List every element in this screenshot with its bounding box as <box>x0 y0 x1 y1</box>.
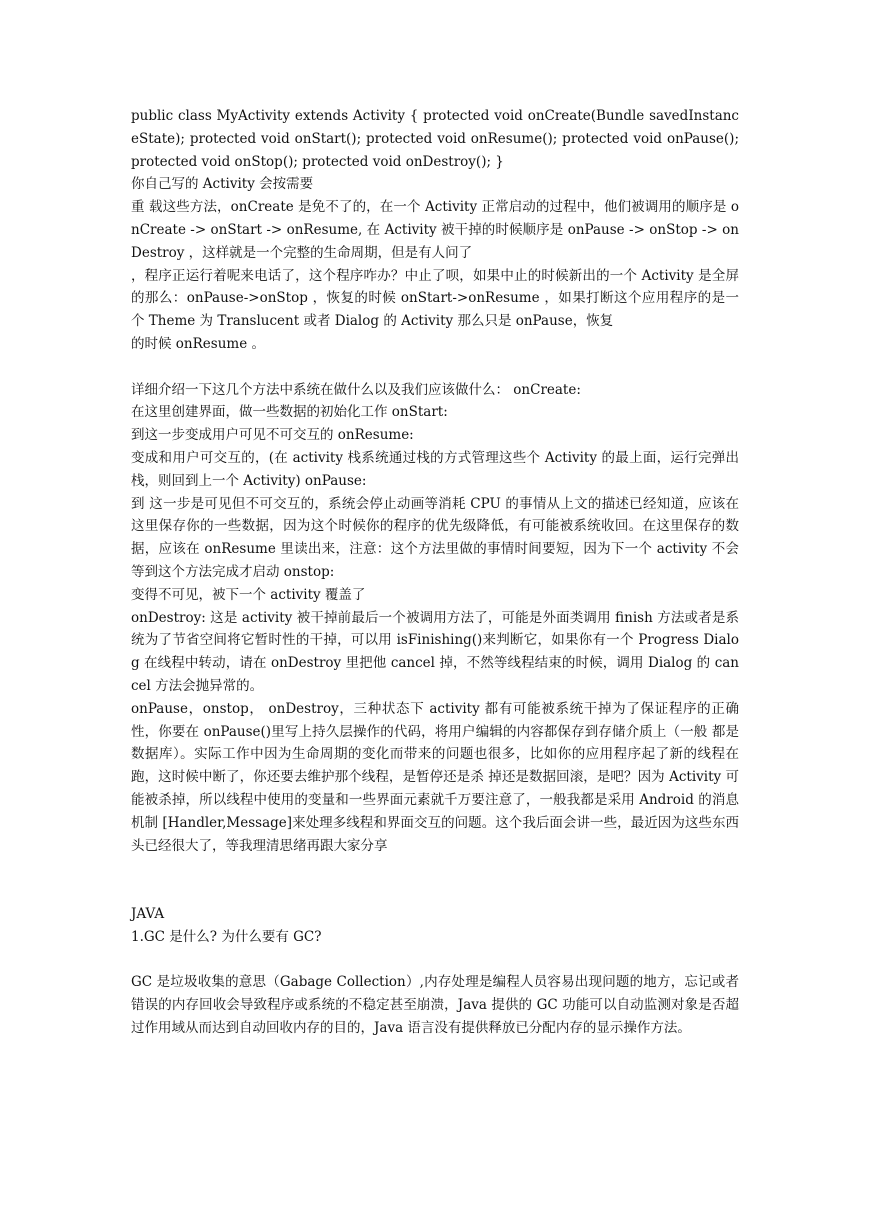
paragraph: 你自己写的 Activity 会按需要 <box>131 176 314 193</box>
paragraph: onDestroy: 这是 activity 被干掉前最后一个被调用方法了，可能是外面类调用 finish 方法或者是系统为了节省空间将它暂时性的干掉，可以用 isFinishing()来判断它，如果你有一个 Progress Dialog 在线程中转动，请在 onDestroy 里把他 cancel 掉，不然等线程结束的时候，调用 Dialog 的 cancel 方法会抛异常的。 <box>131 609 739 694</box>
section-heading: JAVA <box>131 905 165 922</box>
paragraph: 重 载这些方法，onCreate 是免不了的，在一个 Activity 正常启动的过程中，他们被调用的顺序是 onCreate -> onStart -> onResume, 在 Activity 被干掉的时候顺序是 onPause -> onStop -> onDestroy ，这样就是一个完整的生命周期，但是有人问了 <box>131 199 739 261</box>
blank-lines <box>131 857 739 903</box>
document-body <box>131 105 739 1040</box>
paragraph-code: public class MyActivity extends Activity { protected void onCreate(Bundle savedInstanceState); protected void onStart(); protected void onResume(); protected void onPause(); protected void onStop(); protected void onDestroy(); } <box>131 108 739 170</box>
paragraph: 详细介绍一下这几个方法中系统在做什么以及我们应该做什么： onCreate: <box>131 381 581 398</box>
paragraph: 到这一步变成用户可见不可交互的 onResume: <box>131 427 414 444</box>
paragraph: 变成和用户可交互的，(在 activity 栈系统通过栈的方式管理这些个 Activity 的最上面，运行完弹出栈，则回到上一个 Activity) onPause: <box>131 449 739 489</box>
question-heading: 1.GC 是什么? 为什么要有 GC? <box>131 928 322 945</box>
paragraph: onPause，onstop， onDestroy，三种状态下 activity 都有可能被系统干掉为了保证程序的正确性，你要在 onPause()里写上持久层操作的代码，将用户编辑的内容都保存到存储介质上（一般 都是数据库）。实际工作中因为生命周期的变化而带来的问题也很多，比如你的应用程序起了新的线程在跑，这时候中断了，你还要去维护那个线程，是暂停还是杀 掉还是数据回滚，是吧？因为 Activity 可能被杀掉，所以线程中使用的变量和一些界面元素就千万要注意了，一般我都是采用 Android 的消息机制 [Handler,Message]来处理多线程和界面交互的问题。这个我后面会讲一些，最近因为这些东西头已经很大了，等我理清思绪再跟大家分享 <box>131 700 739 854</box>
paragraph: 的时候 onResume 。 <box>131 335 265 352</box>
blank-line <box>131 948 739 971</box>
paragraph: 变得不可见，被下一个 activity 覆盖了 <box>131 586 366 603</box>
paragraph: 到 这一步是可见但不可交互的，系统会停止动画等消耗 CPU 的事情从上文的描述已经知道，应该在这里保存你的一些数据，因为这个时候你的程序的优先级降低，有可能被系统收回。在这里保存的数据，应该在 onResume 里读出来，注意：这个方法里做的事情时间要短，因为下一个 activity 不会等到这个方法完成才启动 onstop: <box>131 495 739 580</box>
paragraph: GC 是垃圾收集的意思（Gabage Collection）,内存处理是编程人员容易出现问题的地方，忘记或者错误的内存回收会导致程序或系统的不稳定甚至崩溃，Java 提供的 GC 功能可以自动监测对象是否超过作用域从而达到自动回收内存的目的，Java 语言没有提供释放已分配内存的显示操作方法。 <box>131 974 739 1036</box>
paragraph: 在这里创建界面，做一些数据的初始化工作 onStart: <box>131 404 448 421</box>
paragraph: ，程序正运行着呢来电话了，这个程序咋办？中止了呗，如果中止的时候新出的一个 Activity 是全屏的那么：onPause->onStop ，恢复的时候 onStart->onResume ，如果打断这个应用程序的是一个 Theme 为 Translucent 或者 Dialog 的 Activity 那么只是 onPause，恢复 <box>131 267 739 330</box>
blank-line <box>131 356 739 379</box>
